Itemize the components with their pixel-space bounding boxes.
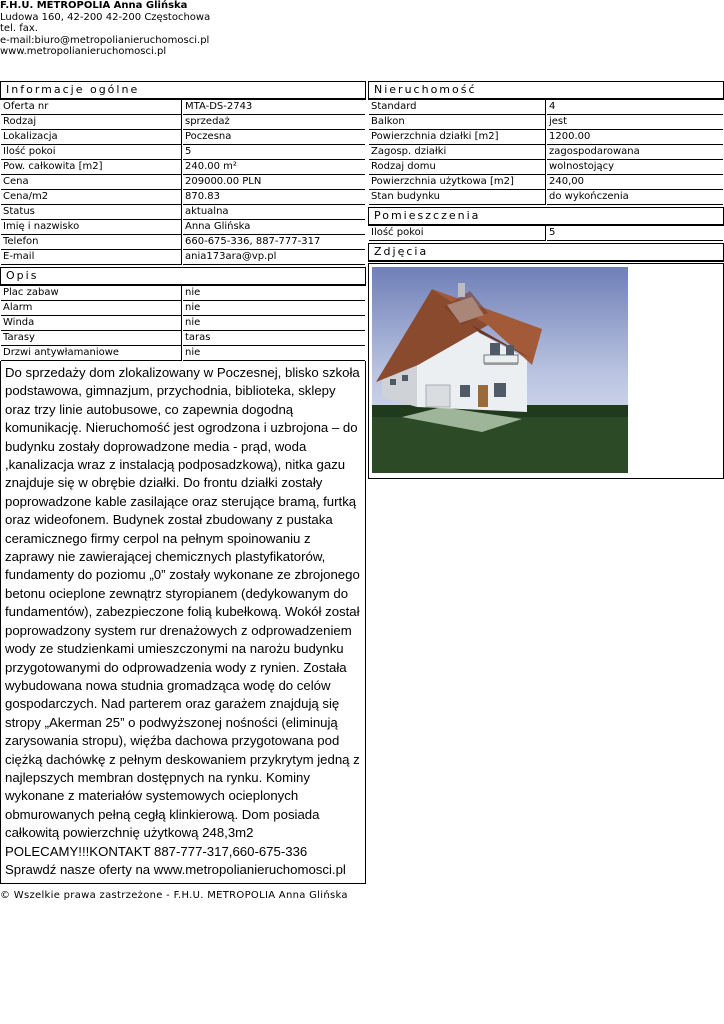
agency-address: Ludowa 160, 42-200 42-200 Częstochowa bbox=[0, 11, 211, 23]
table-row bbox=[1, 235, 365, 250]
table-row bbox=[1, 346, 365, 361]
table-row bbox=[1, 145, 365, 160]
row-label: Lokalizacja bbox=[1, 130, 182, 145]
row-label: Rodzaj domu bbox=[369, 160, 546, 175]
table-row bbox=[1, 100, 365, 115]
row-label: Ilość pokoi bbox=[369, 226, 546, 241]
row-value: nie bbox=[183, 301, 365, 316]
table-row bbox=[1, 250, 365, 265]
row-label: Ilość pokoi bbox=[1, 145, 182, 160]
row-value: 660-675-336, 887-777-317 bbox=[183, 235, 365, 250]
row-label: Winda bbox=[1, 316, 182, 331]
row-value: jest bbox=[547, 115, 723, 130]
row-label: Cena bbox=[1, 175, 182, 190]
table-row bbox=[1, 301, 365, 316]
row-value: MTA-DS-2743 bbox=[183, 100, 365, 115]
row-label: Zagosp. działki bbox=[369, 145, 546, 160]
table-row bbox=[1, 115, 365, 130]
table-row bbox=[1, 175, 365, 190]
left-column bbox=[0, 79, 366, 884]
row-value: zagospodarowana bbox=[547, 145, 723, 160]
agency-phone: tel. fax. bbox=[0, 23, 38, 34]
row-label: Balkon bbox=[369, 115, 546, 130]
row-value: wolnostojący bbox=[547, 160, 723, 175]
row-value: taras bbox=[183, 331, 365, 346]
row-label: Alarm bbox=[1, 301, 182, 316]
row-label: Plac zabaw bbox=[1, 286, 182, 301]
section-property-title: Nieruchomość bbox=[368, 81, 724, 100]
agency-www: www.metropolianieruchomosci.pl bbox=[0, 46, 167, 57]
rooms-table bbox=[368, 226, 724, 241]
table-row bbox=[1, 130, 365, 145]
table-row bbox=[369, 175, 723, 190]
table-row bbox=[369, 190, 723, 205]
row-value: 240,00 bbox=[547, 175, 723, 190]
row-value: aktualna bbox=[183, 205, 365, 220]
row-value: Poczesna bbox=[183, 130, 365, 145]
table-row bbox=[1, 190, 365, 205]
row-value: 5 bbox=[183, 145, 365, 160]
agency-email: e-mail:biuro@metropolianieruchomosci.pl bbox=[0, 34, 210, 46]
row-value: 209000.00 PLN bbox=[183, 175, 365, 190]
row-value: 1200.00 bbox=[547, 130, 723, 145]
row-label: E-mail bbox=[1, 250, 182, 265]
table-row bbox=[369, 100, 723, 115]
row-value: 870.83 bbox=[183, 190, 365, 205]
table-row bbox=[369, 130, 723, 145]
row-value: 240.00 m² bbox=[183, 160, 365, 175]
table-row bbox=[1, 205, 365, 220]
row-label: Status bbox=[1, 205, 182, 220]
row-value: ania173ara@vp.pl bbox=[183, 250, 365, 265]
row-value: 4 bbox=[547, 100, 723, 115]
table-row bbox=[1, 331, 365, 346]
row-value: Anna Glińska bbox=[183, 220, 365, 235]
table-row bbox=[1, 160, 365, 175]
table-row bbox=[1, 286, 365, 301]
section-general-title: Informacje ogólne bbox=[0, 81, 366, 100]
row-label: Powierzchnia działki [m2] bbox=[369, 130, 546, 145]
section-photos-title: Zdjęcia bbox=[368, 243, 724, 262]
row-label: Drzwi antywłamaniowe bbox=[1, 346, 182, 361]
agency-header bbox=[0, 0, 210, 58]
row-label: Stan budynku bbox=[369, 190, 546, 205]
table-row bbox=[369, 226, 723, 241]
table-row bbox=[369, 160, 723, 175]
row-label: Standard bbox=[369, 100, 546, 115]
footer-copyright: © Wszelkie prawa zastrzeżone - F.H.U. METROPOLIA Anna Glińska bbox=[0, 890, 348, 901]
row-label: Oferta nr bbox=[1, 100, 182, 115]
table-row bbox=[369, 115, 723, 130]
row-label: Tarasy bbox=[1, 331, 182, 346]
agency-name: F.H.U. METROPOLIA Anna Glińska bbox=[0, 0, 188, 11]
row-value: sprzedaż bbox=[183, 115, 365, 130]
features-table bbox=[0, 286, 366, 361]
row-label: Telefon bbox=[1, 235, 182, 250]
table-row bbox=[1, 316, 365, 331]
photo-frame bbox=[368, 263, 724, 479]
table-row bbox=[1, 220, 365, 235]
row-value: nie bbox=[183, 286, 365, 301]
table-row bbox=[369, 145, 723, 160]
row-label: Pow. całkowita [m2] bbox=[1, 160, 182, 175]
description-text: Do sprzedaży dom zlokalizowany w Poczesnej, blisko szkoła podstawowa, gimnazjum, przychodnia, biblioteka, sklepy oraz trzy linie autobusowe, co zapewnia dogodną komunikację. Nieruchomość jest ogrodzona i uzbrojona – do budynku zostały doprowadzone media - prąd, woda ,kanalizacja wraz z instalacją podposadzkową), nitka gazu znajduje się w obrębie działki. Do frontu działki zostały poprowadzone kable zasilające oraz sterujące bramą, furtką oraz wideofonem. Budynek został zbudowany z pustaka ceramicznego firmy cerpol na pełnym spoinowaniu z zaprawy nie zawierającej chemicznych plastyfikatorów, fundamenty do poziomu „0” zostały wykonane ze zbrojonego betonu ocieplone zewnątrz styropianem (dedykowanym do fundamentów), zabezpieczone folią kubełkową. Wokół został poprowadzony system rur drenażowych z odprowadzeniem wody ze studzienkami umieszczonymi na narożu budynku przygotowanymi do odprowadzenia wody z rynien. Została wybudowana nowa studnia gromadząca wodę do celów gospodarczych. Nad parterem oraz garażem znajdują się stropy „Akerman 25” o podwyższonej nośności (eliminują zarysowania stropu), więźba dachowa przygotowana pod ciężką dachówkę z pełnym deskowaniem przykrytym jedną z najlepszych membran dostępnych na rynku. Kominy wykonane z materiałów systemowych ocieplonych obmurowanych pełną cegłą klinkierową. Dom posiada całkowitą powierzchnię użytkową 248,3m2 POLECAMY!!!KONTAKT 887-777-317,660-675-336 Sprawdź nasze oferty na www.metropolianieruchomosci.pl bbox=[0, 361, 366, 884]
house-photo[interactable] bbox=[372, 267, 628, 473]
row-label: Powierzchnia użytkowa [m2] bbox=[369, 175, 546, 190]
row-label: Imię i nazwisko bbox=[1, 220, 182, 235]
section-rooms-title: Pomieszczenia bbox=[368, 207, 724, 226]
row-label: Rodzaj bbox=[1, 115, 182, 130]
section-description-title: Opis bbox=[0, 267, 366, 286]
right-column bbox=[368, 79, 724, 479]
general-table bbox=[0, 100, 366, 265]
row-label: Cena/m2 bbox=[1, 190, 182, 205]
property-table bbox=[368, 100, 724, 205]
row-value: nie bbox=[183, 346, 365, 361]
row-value: do wykończenia bbox=[547, 190, 723, 205]
row-value: nie bbox=[183, 316, 365, 331]
row-value: 5 bbox=[547, 226, 723, 241]
